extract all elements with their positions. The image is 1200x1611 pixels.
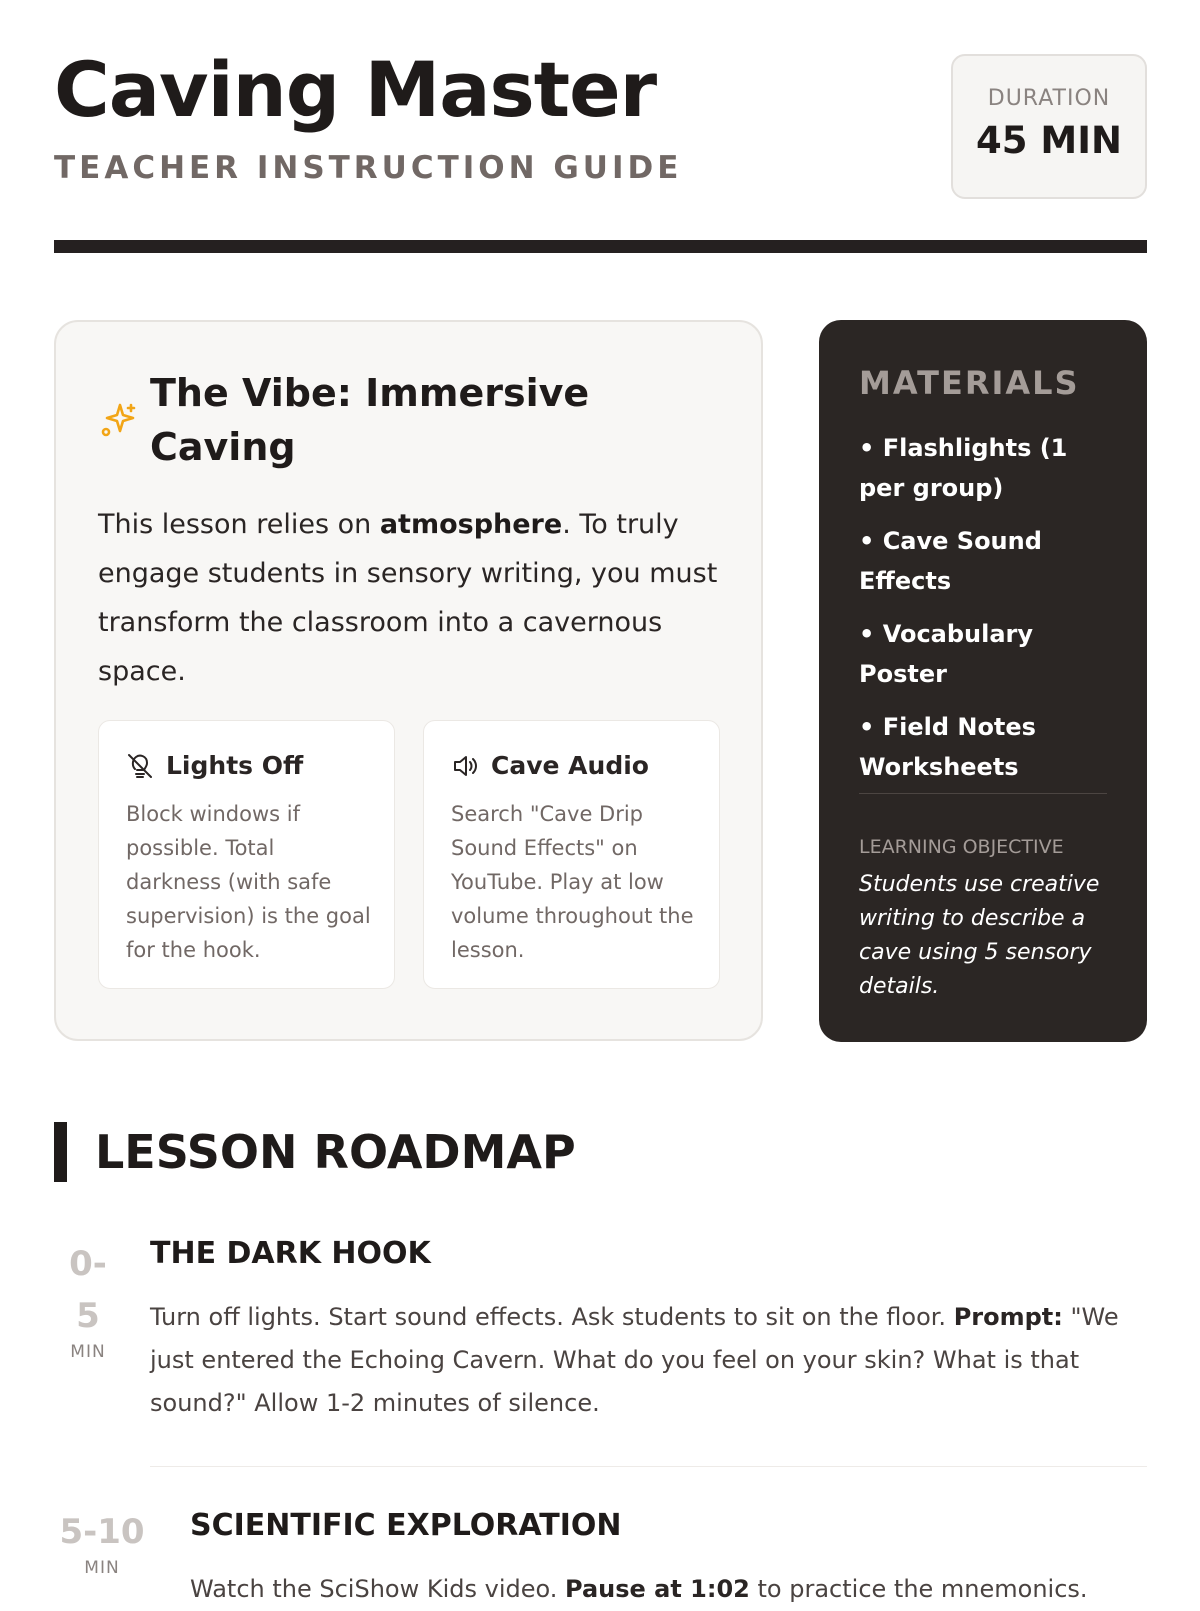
cave-audio-card <box>423 720 720 989</box>
materials-item: • Field Notes Worksheets <box>859 713 1036 781</box>
materials-divider <box>859 793 1107 794</box>
step-time <box>54 1506 150 1578</box>
vibe-card <box>54 320 763 1041</box>
step-text-end: "We just entered the Echoing Cavern. What do you feel on your skin? What is that sound?" Allow 1-2 minutes of silence. <box>150 1303 1119 1417</box>
vibe-text-bold: atmosphere <box>379 509 563 540</box>
roadmap-heading-text: LESSON ROADMAP <box>95 1125 576 1179</box>
step-time <box>66 1238 110 1362</box>
cave-audio-title: Cave Audio <box>491 751 649 780</box>
step-text-end: to practice the mnemonics. <box>749 1575 1088 1603</box>
duration-value: 45 MIN <box>976 119 1122 162</box>
step-text-bold: Pause at 1:02 <box>565 1575 750 1603</box>
vibe-description <box>98 500 728 696</box>
materials-item: • Flashlights (1 per group) <box>859 434 1068 502</box>
sparkle-icon <box>98 400 138 440</box>
lights-off-text: Block windows if possible. Total darkness (with safe supervision) is the goal for the hook. <box>126 802 371 962</box>
materials-heading: MATERIALS <box>859 364 1080 402</box>
step-divider <box>150 1466 1147 1467</box>
lights-off-title: Lights Off <box>166 751 304 780</box>
step-text-start: Watch the SciShow Kids video. <box>190 1575 566 1603</box>
step-text-bold: Prompt: <box>953 1303 1063 1331</box>
step-description <box>190 1568 1150 1611</box>
roadmap-heading <box>54 1122 576 1182</box>
lights-off-card <box>98 720 395 989</box>
vibe-text-end: . To truly engage students in sensory writing, you must transform the classroom into a cavernous space. <box>98 509 718 687</box>
step-time-value: 5-10 <box>59 1512 145 1552</box>
step-description <box>150 1296 1150 1425</box>
lesson-guide-page <box>54 0 1147 1603</box>
vibe-title: The Vibe: Immersive Caving <box>150 371 590 469</box>
duration-label: DURATION <box>987 86 1111 111</box>
step-time-value: 0-5 <box>69 1244 107 1336</box>
step-time-unit: MIN <box>70 1342 106 1362</box>
page-title: Caving Master <box>54 45 657 134</box>
step-title: SCIENTIFIC EXPLORATION <box>190 1508 622 1543</box>
materials-item: • Cave Sound Effects <box>859 527 1042 595</box>
objective-text: Students use creative writing to describe a cave using 5 sensory details. <box>859 872 1100 999</box>
materials-panel <box>819 320 1147 1042</box>
header <box>54 0 1147 254</box>
page-subtitle: TEACHER INSTRUCTION GUIDE <box>54 150 683 186</box>
materials-list <box>859 428 1119 800</box>
step-title: THE DARK HOOK <box>150 1236 431 1271</box>
objective-label: LEARNING OBJECTIVE <box>859 836 1064 858</box>
lights-off-header <box>126 751 303 780</box>
header-divider <box>54 240 1147 253</box>
cave-audio-text: Search "Cave Drip Sound Effects" on YouTube. Play at low volume throughout the lesson. <box>451 802 694 962</box>
speaker-icon <box>451 752 479 780</box>
step-text-start: Turn off lights. Start sound effects. Ask students to sit on the floor. <box>150 1303 954 1331</box>
duration-badge <box>951 54 1147 199</box>
step-time-unit: MIN <box>84 1558 120 1578</box>
materials-item: • Vocabulary Poster <box>859 620 1034 688</box>
lightbulb-off-icon <box>126 752 154 780</box>
cave-audio-header <box>451 751 649 780</box>
vibe-text-start: This lesson relies on <box>98 509 380 540</box>
